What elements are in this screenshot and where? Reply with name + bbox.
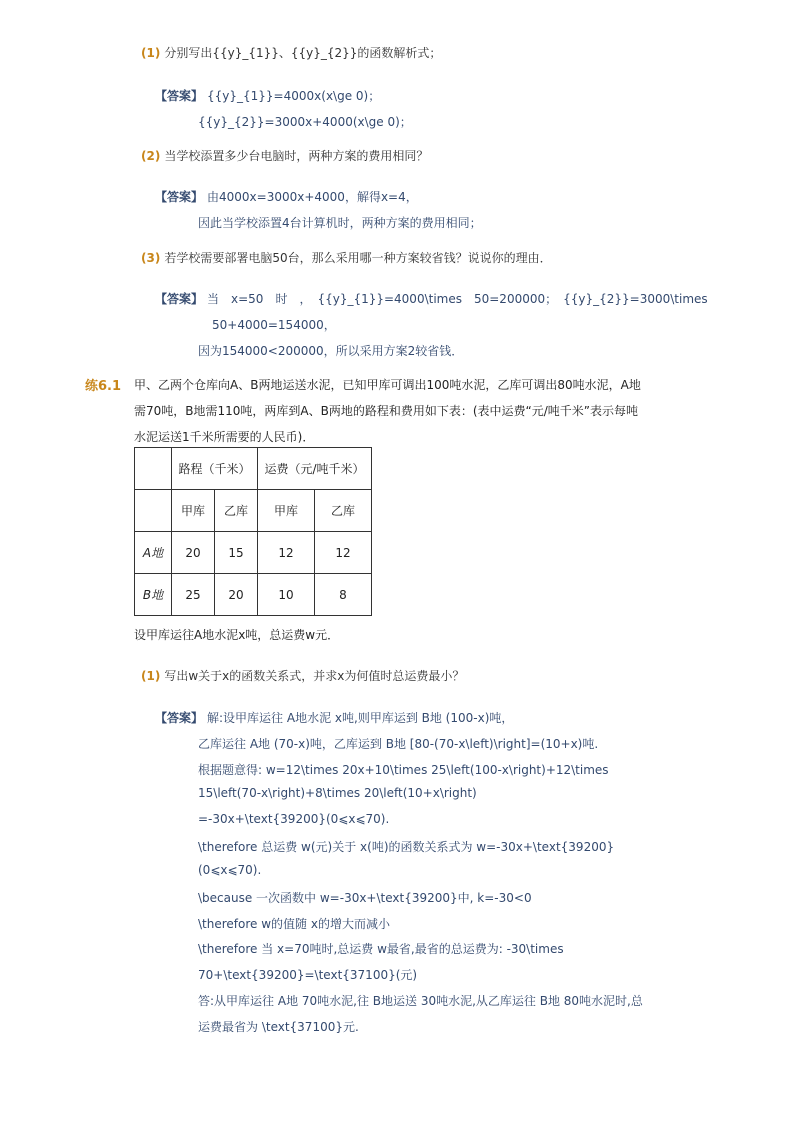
table-cell: 8 (315, 574, 372, 616)
data-table (134, 447, 372, 616)
table-row (135, 574, 372, 616)
table-cell: 25 (172, 574, 215, 616)
answer-4 (155, 709, 513, 726)
answer-line: 当 x=50 时 ， {{y}_{1}}=4000\times 50=200000； {{y}_{2}}=3000\times (207, 292, 708, 306)
table-cell: 20 (215, 574, 258, 616)
answer-tag: 【答案】 (155, 190, 204, 204)
question-4 (141, 667, 464, 684)
question-number: (2) (141, 149, 161, 163)
table-header-cell: 甲库 (172, 490, 215, 532)
table-header-row (135, 448, 372, 490)
answer-1 (155, 87, 380, 104)
answer-tag: 【答案】 (155, 711, 204, 725)
table-cell: 10 (258, 574, 315, 616)
answer-tag: 【答案】 (155, 292, 204, 306)
question-1 (141, 44, 441, 61)
question-2 (141, 147, 428, 164)
question-number: (1) (141, 669, 161, 683)
answer-line: 由4000x=3000x+4000，解得x=4， (207, 190, 418, 204)
table-header-cell: 甲库 (258, 490, 315, 532)
answer-line: \therefore w的值随 x的增大而减小 (198, 917, 390, 931)
table-corner-cell (135, 490, 172, 532)
answer-line: {{y}_{1}}=4000x(x\ge 0)； (207, 89, 381, 103)
answer-line: =-30x+\text{39200}(0⩽x⩽70). (198, 812, 390, 826)
answer-line: 运费最省为 \text{37100}元. (198, 1020, 359, 1034)
answer-2 (155, 188, 418, 205)
table-header-row (135, 490, 372, 532)
question-number: (3) (141, 251, 161, 265)
table-cell: 15 (215, 532, 258, 574)
answer-line: 解:设甲库运往 A地水泥 x吨,则甲库运到 B地 (100-x)吨， (207, 711, 514, 725)
setup-text: 设甲库运往A地水泥x吨，总运费w元． (134, 628, 340, 642)
exercise-label: 练6.1 (85, 379, 122, 394)
table-header-cell: 乙库 (315, 490, 372, 532)
table-cell: 12 (315, 532, 372, 574)
question-text: 若学校需要部署电脑50台，那么采用哪一种方案较省钱？说说你的理由． (164, 251, 552, 265)
table-row-label: A地 (135, 532, 172, 574)
exercise-text-line: 甲、乙两个仓库向A、B两地运送水泥，已知甲库可调出100吨水泥，乙库可调出80吨水泥，A地 (134, 378, 641, 392)
question-number: (1) (141, 46, 161, 60)
answer-line: 因此当学校添置4台计算机时，两种方案的费用相同； (198, 216, 482, 230)
table-header-cell: 乙库 (215, 490, 258, 532)
table-row (135, 532, 372, 574)
answer-line: {{y}_{2}}=3000x+4000(x\ge 0)； (198, 115, 412, 129)
answer-3 (155, 290, 708, 307)
question-text: 当学校添置多少台电脑时，两种方案的费用相同？ (164, 149, 429, 163)
question-text: 写出w关于x的函数关系式，并求x为何值时总运费最小？ (164, 669, 465, 683)
answer-line: 50+4000=154000， (212, 318, 336, 332)
question-3 (141, 249, 552, 266)
table-cell: 20 (172, 532, 215, 574)
answer-line: 答:从甲库运往 A地 70吨水泥,往 B地运送 30吨水泥,从乙库运往 B地 80吨水泥时,总 (198, 994, 643, 1008)
answer-tag: 【答案】 (155, 89, 204, 103)
table-header-cell: 路程（千米） (172, 448, 258, 490)
answer-line: 70+\text{39200}=\text{37100}(元) (198, 968, 418, 982)
answer-line: \because 一次函数中 w=-30x+\text{39200}中, k=-30<0 (198, 891, 532, 905)
answer-line: (0⩽x⩽70). (198, 863, 262, 877)
answer-line: 15\left(70-x\right)+8\times 20\left(10+x\right) (198, 786, 477, 800)
question-text: 分别写出{{y}_{1}}、{{y}_{2}}的函数解析式； (164, 46, 442, 60)
table-corner-cell (135, 448, 172, 490)
answer-line: \therefore 总运费 w(元)关于 x(吨)的函数关系式为 w=-30x+\text{39200} (198, 840, 615, 854)
answer-line: 根据题意得: w=12\times 20x+10\times 25\left(100-x\right)+12\times (198, 763, 609, 777)
answer-line: 乙库运往 A地 (70-x)吨，乙库运到 B地 [80-(70-x\left)\right]=(10+x)吨. (198, 737, 599, 751)
table-cell: 12 (258, 532, 315, 574)
table-row-label: B地 (135, 574, 172, 616)
answer-line: 因为154000<200000，所以采用方案2较省钱． (198, 344, 464, 358)
table-header-cell: 运费（元/吨千米） (258, 448, 372, 490)
exercise-text-line: 水泥运送1千米所需要的人民币)． (134, 430, 315, 444)
exercise-text-line: 需70吨，B地需110吨，两库到A、B两地的路程和费用如下表：(表中运费“元/吨千米”表示每吨 (134, 404, 639, 418)
answer-line: \therefore 当 x=70吨时,总运费 w最省,最省的总运费为: -30\times (198, 942, 564, 956)
